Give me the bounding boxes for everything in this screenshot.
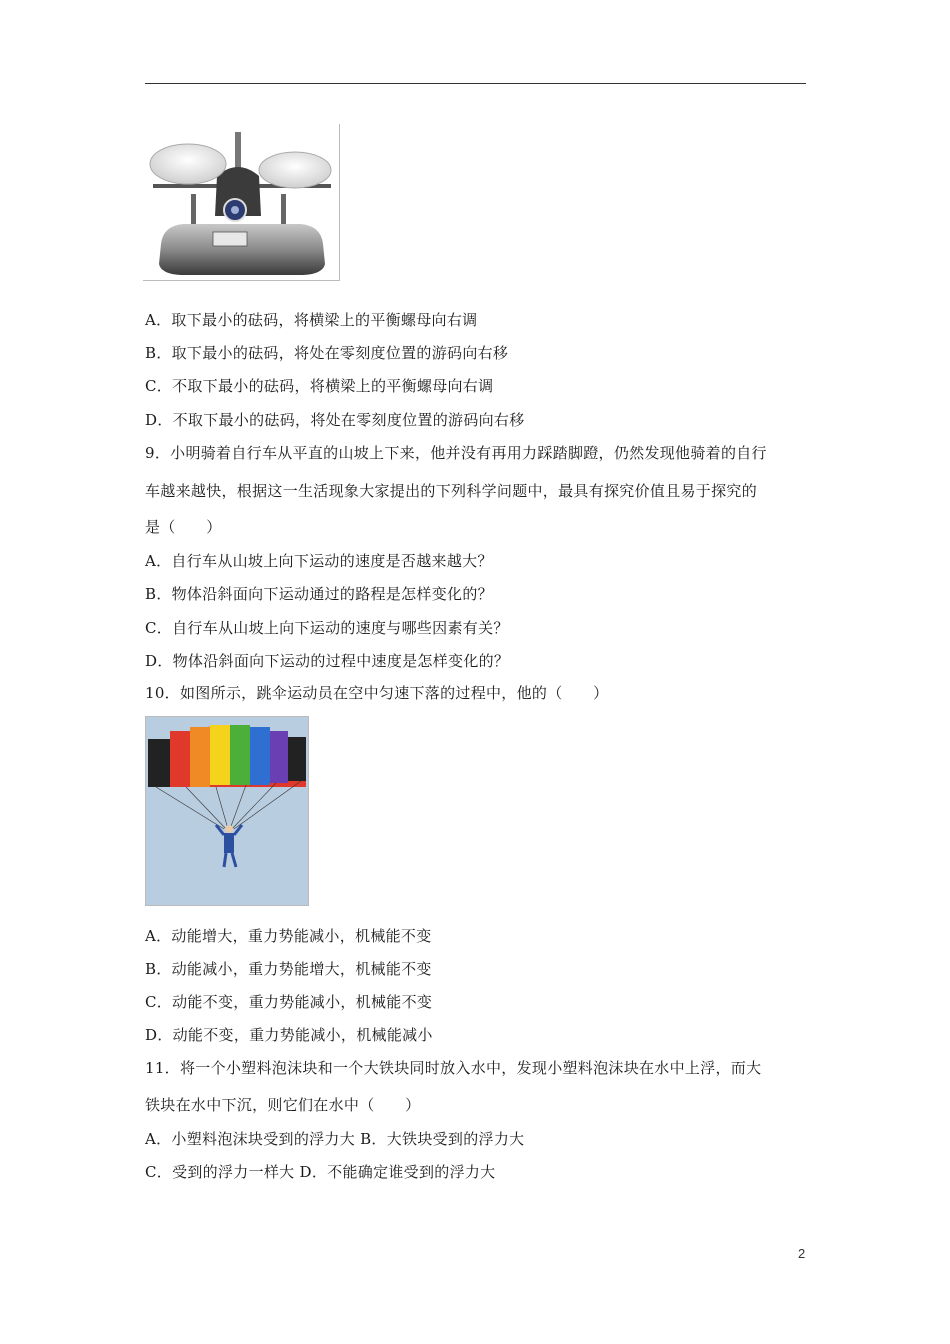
q10-option-b: B．动能减小，重力势能增大，机械能不变 bbox=[145, 960, 432, 978]
q9-option-c: C．自行车从山坡上向下运动的速度与哪些因素有关？ bbox=[145, 619, 509, 637]
q11-options-line-1: A．小塑料泡沫块受到的浮力大 B．大铁块受到的浮力大 bbox=[145, 1130, 525, 1148]
q9-option-a: A．自行车从山坡上向下运动的速度是否越来越大？ bbox=[145, 552, 493, 570]
q8-option-d: D．不取下最小的砝码，将处在零刻度位置的游码向右移 bbox=[145, 411, 525, 429]
q8-option-a: A．取下最小的砝码，将横梁上的平衡螺母向右调 bbox=[145, 311, 478, 329]
q9-stem-line-3: 是（ ） bbox=[145, 518, 222, 536]
parachute-figure bbox=[145, 716, 309, 906]
q11-options-line-2: C．受到的浮力一样大 D．不能确定谁受到的浮力大 bbox=[145, 1163, 496, 1181]
q9-stem-line-2: 车越来越快，根据这一生活现象大家提出的下列科学问题中，最具有探究价值且易于探究的 bbox=[145, 482, 758, 500]
header-rule bbox=[145, 83, 806, 84]
balance-scale-icon bbox=[143, 124, 339, 280]
parachutist-icon bbox=[146, 717, 308, 905]
page-number: 2 bbox=[798, 1246, 806, 1261]
q10-stem: 10．如图所示，跳伞运动员在空中匀速下落的过程中，他的（ ） bbox=[145, 684, 609, 702]
q11-stem-line-2: 铁块在水中下沉，则它们在水中（ ） bbox=[145, 1096, 421, 1114]
q9-stem-line-1: 9．小明骑着自行车从平直的山坡上下来，他并没有再用力踩踏脚蹬，仍然发现他骑着的自行 bbox=[145, 444, 767, 462]
q10-option-d: D．动能不变，重力势能减小，机械能减小 bbox=[145, 1026, 433, 1044]
q9-option-b: B．物体沿斜面向下运动通过的路程是怎样变化的？ bbox=[145, 585, 493, 603]
q8-option-b: B．取下最小的砝码，将处在零刻度位置的游码向右移 bbox=[145, 344, 509, 362]
balance-scale-figure bbox=[143, 124, 340, 281]
q8-option-c: C．不取下最小的砝码，将横梁上的平衡螺母向右调 bbox=[145, 377, 494, 395]
q10-option-a: A．动能增大，重力势能减小，机械能不变 bbox=[145, 927, 432, 945]
q11-stem-line-1: 11．将一个小塑料泡沫块和一个大铁块同时放入水中，发现小塑料泡沫块在水中上浮，而大 bbox=[145, 1059, 762, 1077]
q10-option-c: C．动能不变，重力势能减小，机械能不变 bbox=[145, 993, 433, 1011]
q9-option-d: D．物体沿斜面向下运动的过程中速度是怎样变化的？ bbox=[145, 652, 510, 670]
